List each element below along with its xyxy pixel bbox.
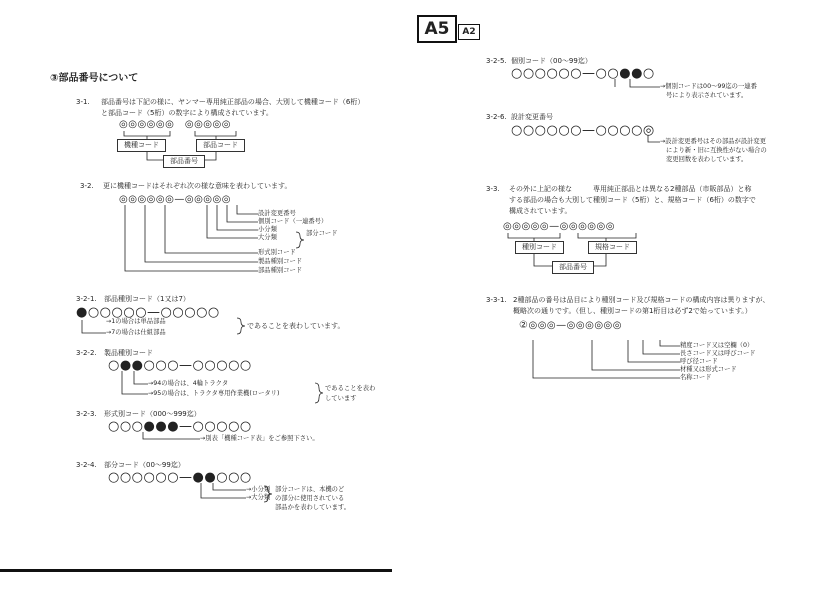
s31-part-number-box: 部品番号	[163, 155, 205, 168]
s321-line1: →1の場合は単品部品	[106, 318, 166, 325]
s325-number: 3-2-5.	[486, 57, 507, 65]
s324-small-class: →小分類	[246, 486, 271, 493]
s322-line2: →95の場合は、トラクタ専用作業機(ロータリ)	[148, 390, 280, 397]
s325-digit-circles: ○○○○○○—○○●●○	[511, 66, 655, 81]
s321-tail: であることを表わしています。	[247, 322, 345, 330]
s322-digit-circles: ○●●○○○—○○○○○	[108, 358, 252, 373]
page-sub-label: A2	[458, 24, 480, 40]
s31-text-line1: 部品番号は下記の様に、ヤンマー専用純正部品の場合、大別して機種コード（6桁）	[101, 98, 365, 106]
s31-number: 3-1.	[76, 98, 90, 106]
s33-text-line2: する部品の場合も大別して種別コード（5桁）と、規格コード（6桁）の数字で	[509, 196, 756, 204]
s324-number: 3-2-4.	[76, 461, 97, 469]
s325-line2: 号により表示されています。	[666, 92, 748, 99]
s32-label-model: 形式別コード	[258, 249, 296, 256]
s322-tail1: であることを表わ	[325, 385, 376, 392]
s33-digit-circles: ◎◎◎◎◎—◎◎◎◎◎◎	[503, 221, 615, 232]
s33-number: 3-3.	[486, 185, 500, 193]
s32-label-individual: 個別コード（一連番号）	[258, 218, 328, 225]
s331-number: 3-3-1.	[486, 296, 507, 304]
s31-part-code-box: 部品コード	[196, 139, 245, 152]
s326-line3: 変更回数を表わしています。	[666, 156, 748, 163]
page-label: A5	[417, 15, 457, 43]
s331-label-diameter: 呼び径コード	[680, 358, 718, 365]
s33-type-code-box: 種別コード	[515, 241, 564, 254]
s324-large-class: →大分類	[246, 494, 271, 501]
s321-digit-circles: ●○○○○○—○○○○○	[76, 305, 220, 320]
s31-text-line2: と部品コード（5桁）の数字により構成されています。	[101, 109, 273, 117]
s33-spec-code-box: 規格コード	[588, 241, 637, 254]
s32-part-code-note: 部分コード	[306, 230, 338, 237]
s32-text: 更に機種コードはそれぞれ次の様な意味を表わしています。	[103, 182, 292, 190]
s326-title: 設計変更番号	[511, 113, 553, 121]
s31-digit-circles: ◎◎◎◎◎◎ ◎◎◎◎◎	[119, 119, 231, 130]
s331-label-length: 長さコード又は呼びコード	[680, 350, 756, 357]
s32-label-product-type: 製品種別コード	[258, 258, 303, 265]
s322-tail2: しています	[325, 395, 357, 402]
s322-number: 3-2-2.	[76, 349, 97, 357]
s331-label-material: 材種又は形式コード	[680, 366, 737, 373]
s322-title: 製品種別コード	[104, 349, 153, 357]
s331-text-line2: 概略次の通りです。（但し、種別コードの第1桁目は必ず2で始っています。）	[513, 307, 752, 315]
s325-title: 個別コード（00～99迄）	[511, 57, 592, 65]
s322-line1: →94の場合は、4輪トラクタ	[148, 380, 229, 387]
s323-digit-circles: ○○○●●●—○○○○○	[108, 419, 252, 434]
bottom-rule	[0, 569, 392, 572]
s331-label-name: 名称コード	[680, 374, 712, 381]
s325-line1: →個別コードは00～99迄の一連番	[660, 83, 757, 90]
s32-label-small-class: 小分類	[258, 226, 277, 233]
s32-label-design-change: 設計変更番号	[258, 210, 296, 217]
s331-digit-circles: ②◎◎◎—◎◎◎◎◎◎	[519, 320, 622, 331]
s32-digit-circles: ◎◎◎◎◎◎—◎◎◎◎◎	[119, 194, 231, 205]
s331-label-precision: 精度コード又は空欄（0）	[680, 342, 754, 349]
s326-line1: →設計変更番号はその部品が設計変更	[660, 138, 767, 145]
s323-number: 3-2-3.	[76, 410, 97, 418]
section-title: ③部品番号について	[50, 73, 139, 84]
s324-tail2: の部分に使用されている	[275, 495, 345, 502]
s33-text-line3: 構成されています。	[509, 207, 572, 215]
s323-line: →別表「機種コード表」をご参照下さい。	[200, 435, 319, 442]
s33-part-number-box: 部品番号	[552, 261, 594, 274]
s324-title: 部分コード（00～99迄）	[104, 461, 185, 469]
s321-line2: →7の場合は仕組部品	[106, 329, 166, 336]
s321-title: 部品種別コード（1又は7）	[104, 295, 190, 303]
s324-tail1: 部分コードは、本機のど	[275, 486, 345, 493]
s324-digit-circles: ○○○○○○—●●○○○	[108, 470, 252, 485]
s326-line2: により新・旧に互換性がない場合の	[666, 147, 767, 154]
s33-text-line1: その外に上記の様な 専用純正部品とは異なる2種部品（市販部品）と称	[509, 185, 752, 193]
s326-number: 3-2-6.	[486, 113, 507, 121]
s323-title: 形式別コード（000～999迄）	[104, 410, 201, 418]
s331-text-line1: 2種部品の番号は品目により種別コード及び規格コードの構成内容は異りますが、	[513, 296, 770, 304]
s32-label-part-type: 部品種別コード	[258, 267, 303, 274]
s321-number: 3-2-1.	[76, 295, 97, 303]
s324-tail3: 部品かを表わしています。	[275, 504, 351, 511]
s32-label-large-class: 大分類	[258, 234, 277, 241]
s32-number: 3-2.	[80, 182, 94, 190]
s326-digit-circles: ○○○○○○—○○○○◎	[511, 123, 655, 138]
s31-model-code-box: 機種コード	[117, 139, 166, 152]
